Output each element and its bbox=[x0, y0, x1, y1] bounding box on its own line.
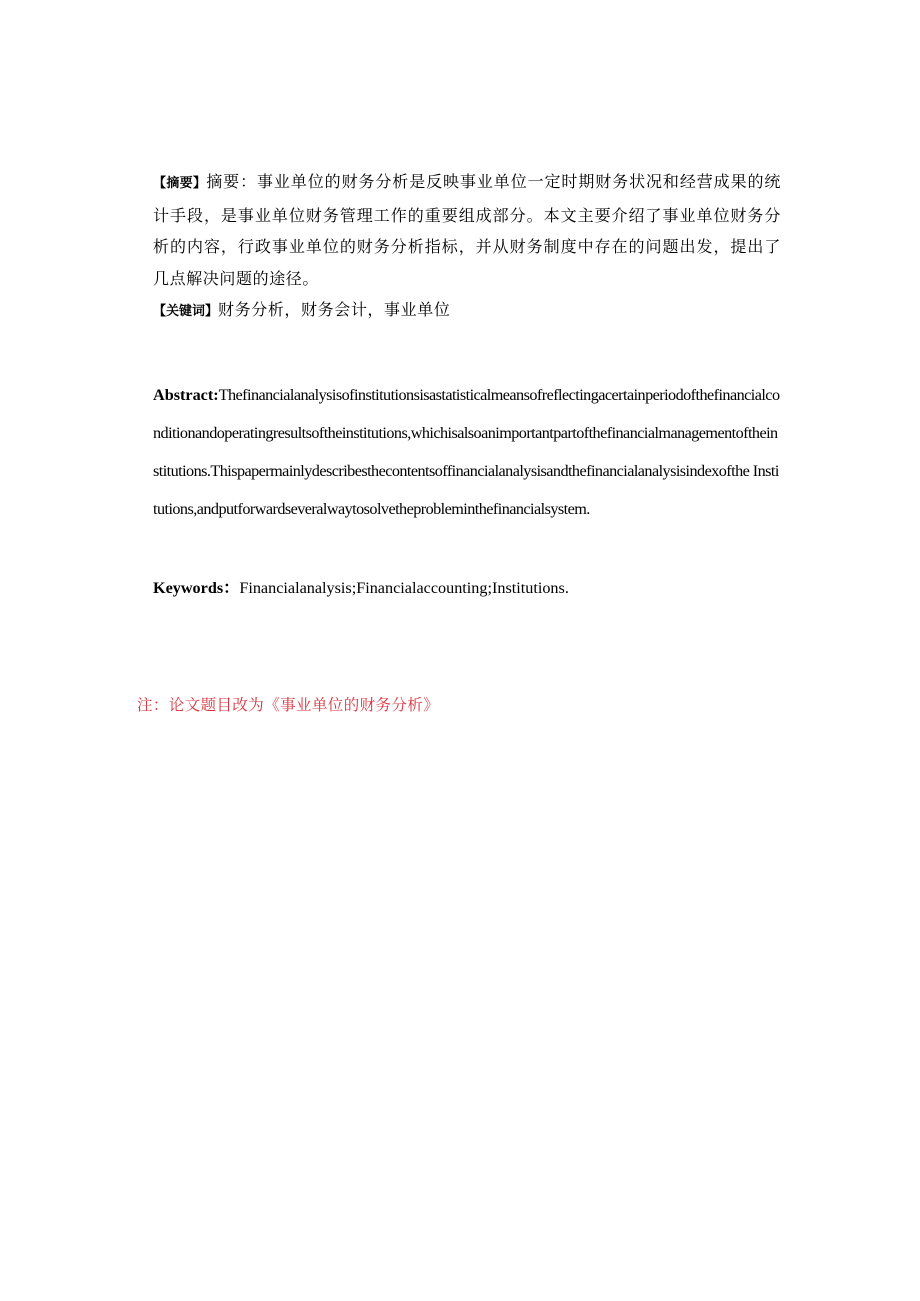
english-abstract bbox=[153, 376, 781, 528]
english-keywords-label: Keywords： bbox=[153, 579, 240, 597]
title-change-note: 注：论文题目改为《事业单位的财务分析》 bbox=[137, 696, 440, 714]
english-keywords bbox=[153, 574, 781, 602]
chinese-abstract-text: 摘要：事业单位的财务分析是反映事业单位一定时期财务状况和经营成果的统计手段，是事业单位财务管理工作的重要组成部分。本文主要介绍了事业单位财务分析的内容，行政事业单位的财务分析指标，并从财务制度中存在的问题出发，提出了几点解决问题的途径。 bbox=[153, 172, 781, 288]
chinese-abstract bbox=[153, 166, 781, 294]
chinese-abstract-label: 【摘要】 bbox=[153, 176, 207, 191]
english-keywords-text: Financialanalysis;Financialaccounting;Institutions. bbox=[239, 579, 569, 597]
chinese-keywords-label: 【关键词】 bbox=[153, 304, 219, 319]
english-abstract-label: Abstract: bbox=[153, 386, 219, 404]
chinese-keywords-text: 财务分析，财务会计，事业单位 bbox=[218, 300, 451, 319]
chinese-keywords bbox=[153, 296, 781, 326]
english-abstract-text: Thefinancialanalysisofinstitutionsisastatisticalmeansofreflectingacertainperiodofthefinancialconditionandoperatingresultsoftheinstitutions,whichisalsoanimportantpartofthefinancialmanagementoftheinstitutions.Thispapermainlydescribesthecontentsoffinancialanalysisandthefinancialanalysisindexofthe Institutions,andputforwardseveralwaytosolvetheprobleminthefinancialsystem. bbox=[153, 386, 780, 518]
